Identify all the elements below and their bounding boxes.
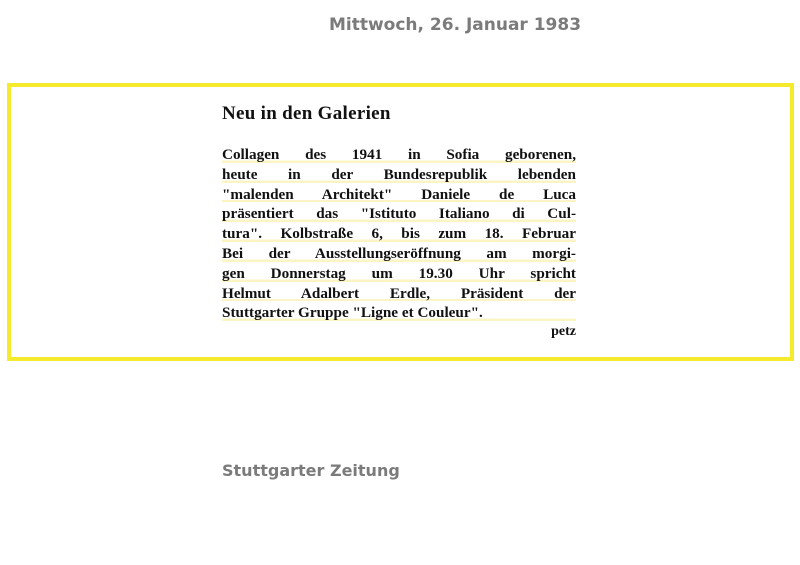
- article-line: tura". Kolbstraße 6, bis zum 18. Februar: [222, 225, 576, 243]
- article-line: Bei der Ausstellungseröffnung am morgi-: [222, 244, 576, 262]
- newspaper-source: Stuttgarter Zeitung: [222, 461, 400, 480]
- article-line: Collagen des 1941 in Sofia geborenen,: [222, 146, 576, 163]
- article-line: präsentiert das "Istituto Italiano di Cul-: [222, 205, 576, 223]
- newspaper-article: [222, 102, 576, 341]
- article-line: Helmut Adalbert Erdle, Präsident der: [222, 284, 576, 302]
- publication-date: Mittwoch, 26. Januar 1983: [328, 15, 582, 35]
- article-line: gen Donnerstag um 19.30 Uhr spricht: [222, 264, 576, 282]
- article-line: Stuttgarter Gruppe "Ligne et Couleur".: [222, 303, 576, 323]
- article-headline: Neu in den Galerien: [222, 103, 391, 124]
- author-signature: petz: [551, 324, 576, 340]
- article-body: [222, 145, 576, 323]
- article-line: heute in der Bundesrepublik lebenden: [222, 165, 576, 183]
- article-line: "malenden Architekt" Daniele de Luca: [222, 185, 576, 203]
